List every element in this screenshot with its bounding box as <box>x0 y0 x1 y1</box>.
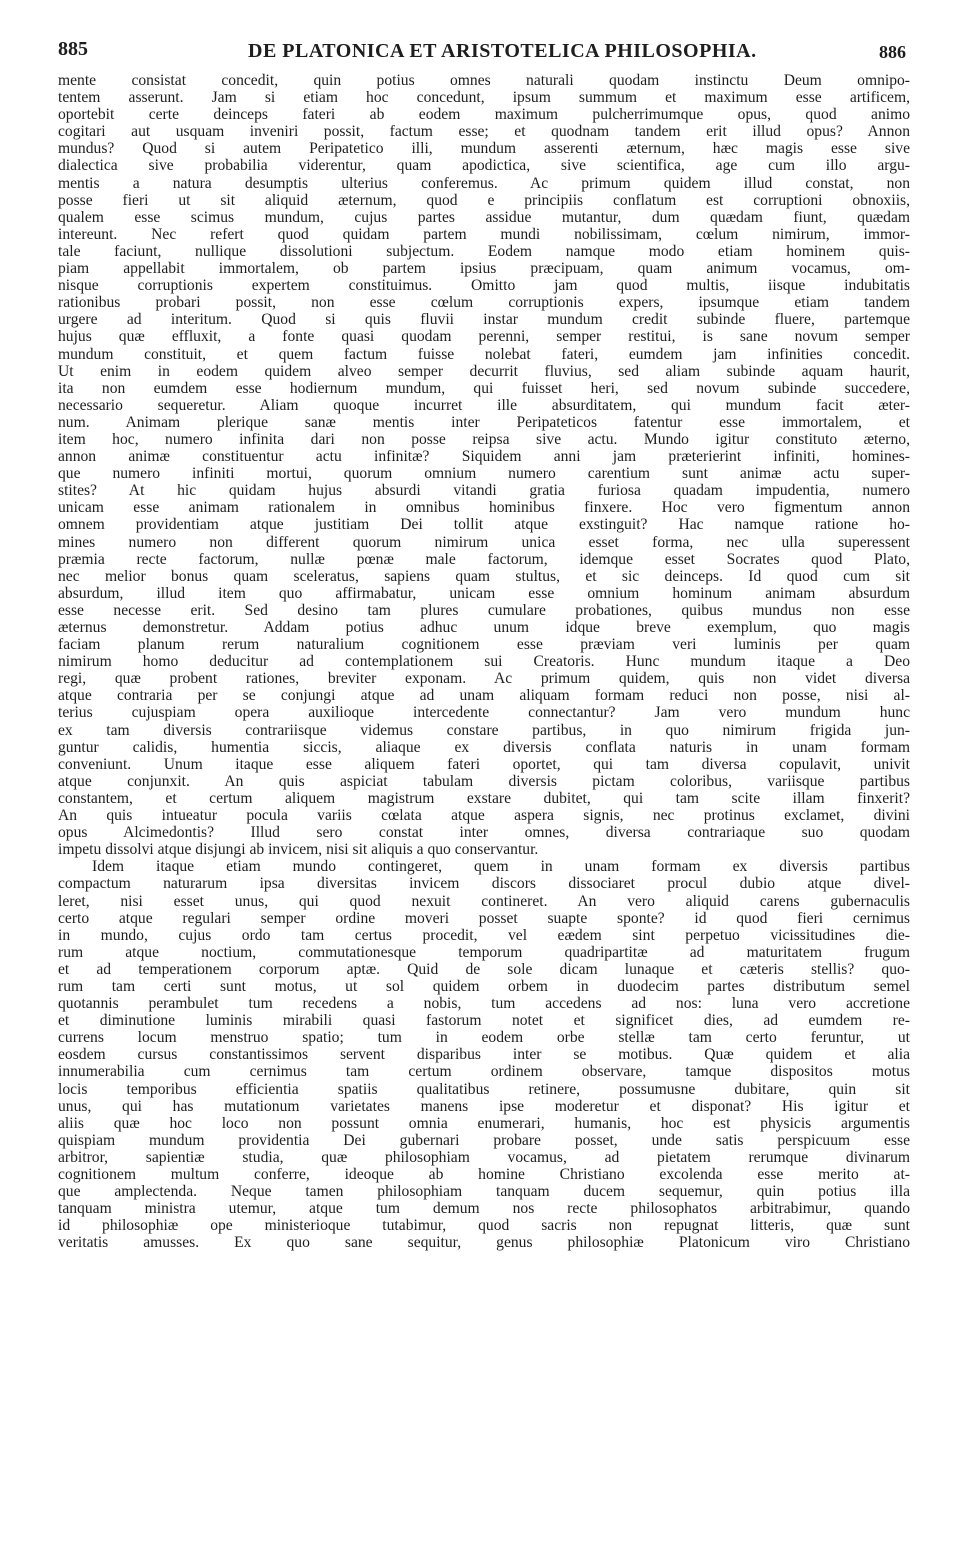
text-line: posse fieri ut sit aliquid æternum, quod e principiis conflatum est corruptioni obnoxiis, <box>58 191 910 209</box>
text-line: cognitionem multum conferre, ideoque ab homine Christiano excolenda esse merito at- <box>58 1166 910 1183</box>
page-number-left: 885 <box>58 38 88 60</box>
text-line: omnem providentiam atque justitiam Dei tollit atque exstinguit? Hac namque ratione ho- <box>58 516 910 534</box>
text-line: guntur calidis, humentia siccis, aliaque ex diversis conflata naturis in unam formam <box>58 738 910 756</box>
text-line: esse necesse erit. Sed desino tam plures cumulare probationes, quibus mundus non esse <box>58 601 910 619</box>
text-line: locis temporibus efficientia spatiis qualitatibus retinere, possumusne dubitare, quin sit <box>58 1080 910 1098</box>
page-number-right: 886 <box>879 42 906 62</box>
text-line: An quis intueatur pocula variis cœlata atque aspera signis, nec protinus exclamet, divini <box>58 807 910 825</box>
text-line: conveniunt. Unum itaque esse aliquem fateri oportet, qui tam diversa copulavit, univit <box>58 755 910 773</box>
text-line: eosdem cursus constantissimos servent disparibus inter se motibus. Quæ quidem et alia <box>58 1046 910 1064</box>
text-line: unicam esse animam rationalem in omnibus hominibus finxere. Hoc vero figmentum annon <box>58 499 910 517</box>
text-line: leret, nisi esset unus, qui quod nexuit contineret. An vero aliquid carens gubernaculis <box>58 892 910 910</box>
text-line: faciam planum rerum naturalium cognitionem esse præviam veri luminis per quam <box>58 636 910 654</box>
text-line: mundus? Quod si autem Peripatetico illi, mundum asserenti æternum, hæc magis esse sive <box>58 140 910 158</box>
text-line: et ad temperationem corporum aptæ. Quid de sole dicam lunaque et cæteris stellis? quo- <box>58 960 910 978</box>
text-line: veritatis amusses. Ex quo sane sequitur, genus philosophiæ Platonicum viro Christiano <box>58 1234 910 1252</box>
text-line: absurdum, illud item quo affirmabatur, unicam esse omnium hominum animam absurdum <box>58 584 910 602</box>
text-line: certo atque regulari semper ordine moveri posset suapte sponte? id quod fieri cernimus <box>58 909 910 927</box>
text-line: hujus quæ effluxit, a fonte quasi quodam perenni, semper restitui, is sane novum semper <box>58 328 910 346</box>
text-line: in mundo, cujus ordo tam certus procedit, vel eædem sint perpetuo vicissitudines die- <box>58 926 910 944</box>
text-line: aliis quæ hoc loco non possunt omnia enumerari, humanis, hoc est physicis argumentis <box>58 1114 910 1132</box>
text-line: mentis a natura desumptis ulterius conferemus. Ac primum quidem illud constat, non <box>58 174 910 192</box>
text-line: annon animæ constituentur actu infinitæ? Siquidem anni jam præterierint infiniti, homines- <box>58 448 910 466</box>
text-line: ex tam diversis contrariisque videmus constare partibus, in quo nimirum frigida jun- <box>58 721 910 739</box>
text-line: que numero infiniti mortui, quorum omnium numero carentium sunt animæ actu super- <box>58 465 910 483</box>
running-head <box>58 38 908 72</box>
text-line: atque conjunxit. An quis aspiciat tabulam diversis pictam coloribus, variisque partibus <box>58 772 910 790</box>
text-line: tanquam ministra utemur, atque tum demum nos recte philosophatos arbitrabimur, quando <box>58 1200 910 1218</box>
text-line: Ut enim in eodem quidem alveo semper decurrit fluvius, sed aliam subinde aquam haurit, <box>58 362 910 380</box>
text-line: Idem itaque etiam mundo contingeret, quem in unam formam ex diversis partibus <box>92 858 910 876</box>
text-line: currens locum menstruo spatio; tum in eodem orbe stellæ tam certo feruntur, ut <box>58 1029 910 1047</box>
text-line: stites? At hic quidam hujus absurdi vitandi gratia furiosa quadam impudentia, numero <box>58 482 910 500</box>
text-line: mente consistat concedit, quin potius omnes naturali quodam instinctu Deum omnipo- <box>58 72 910 89</box>
text-line: piam appellabit immortalem, ob partem ipsius præcipuam, quam animum vocamus, om- <box>58 260 910 278</box>
text-line: tentem asserunt. Jam si etiam hoc concedunt, ipsum summum et maximum esse artificem, <box>58 89 910 107</box>
text-line: innumerabilia cum cernimus tam certum ordinem observare, tamque dispositos motus <box>58 1063 910 1081</box>
text-line: rationibus probari possit, non esse cœlum corruptionis expers, ipsumque etiam tandem <box>58 294 910 312</box>
text-line: constantem, et certum aliquem magistrum exstare dubitet, qui tam scite illam finxerit? <box>58 789 910 807</box>
text-line: ita non eumdem esse hodiernum mundum, qui fuisset heri, sed novum subinde succedere, <box>58 379 910 397</box>
body-text <box>58 72 910 1251</box>
text-line: impetu dissolvi atque disjungi ab invicem, nisi sit aliquis a quo conservantur. <box>58 841 539 859</box>
text-line: nec melior bonus quam sceleratus, sapiens quam stultus, et sic deinceps. Id quod cum sit <box>58 567 910 585</box>
text-line: id philosophiæ ope ministerioque tutabimur, quod sacris non repugnat litteris, quæ sunt <box>58 1217 910 1235</box>
text-line: tale faciunt, nullique dissolutioni subjectum. Eodem namque modo etiam hominem quis- <box>58 242 910 260</box>
text-line: et diminutione luminis mirabili quasi fastorum notet et significet dies, ad eumdem re- <box>58 1012 910 1030</box>
text-line: dialectica sive probabilia viderentur, quam apodictica, sive scientifica, age cum illo argu- <box>58 157 910 175</box>
text-line: cogitari aut usquam inveniri possit, factum esse; et quodnam tandem erit illud opus? Annon <box>58 123 910 141</box>
text-line: item hoc, numero infinita dari non posse reipsa sive actu. Mundo igitur constituto æterno, <box>58 430 910 448</box>
text-line: compactum naturarum ipsa diversitas invicem discors dissociaret procul dubio atque divel- <box>58 875 910 893</box>
text-line: opus Alcimedontis? Illud sero constat inter omnes, diversa contrariaque suo quodam <box>58 824 910 842</box>
text-line: quotannis perambulet tum recedens a nobis, tum accedens ad nos: luna vero accretione <box>58 995 910 1013</box>
text-line: mines numero non different quorum nimirum unica esset forma, nec ulla superessent <box>58 533 910 551</box>
page-title: DE PLATONICA ET ARISTOTELICA PHILOSOPHIA. <box>248 40 757 62</box>
text-line: æternus demonstretur. Addam potius adhuc unum idque breve exemplum, quo magis <box>58 619 910 636</box>
text-line: mundum constituit, et quem factum fuisse nolebat fateri, eumdem jam infinities concedit. <box>58 345 910 363</box>
text-line: urgere ad interitum. Quod si quis fluvii instar mundum credit subinde fluere, partemque <box>58 311 910 329</box>
text-line: nisque corruptionis expertem constituimus. Omitto jam quod multis, iisque indubitatis <box>58 277 910 295</box>
text-line: regi, quæ probent rationes, breviter exponam. Ac primum quidem, quis non videt diversa <box>58 670 910 688</box>
text-line: unus, qui has mutationum varietates manens ipse moderetur et disponat? His igitur et <box>58 1097 910 1115</box>
text-line: præmia recte factorum, nullæ pœnæ male factorum, idemque esset Socrates quod Plato, <box>58 550 910 568</box>
text-line: atque contraria per se conjungi atque ad unam aliquam formam reduci non posse, nisi al- <box>58 687 910 705</box>
text-line: rum tam certi sunt motus, ut sol quidem orbem in duodecim partes distributum semel <box>58 977 910 995</box>
text-line: arbitror, sapientiæ studia, quæ philosophiam vocamus, ad pietatem rerumque divinarum <box>58 1148 910 1166</box>
text-line: terius cujuspiam opera auxilioque intercedente connectantur? Jam vero mundum hunc <box>58 704 910 722</box>
text-line: necessario sequeretur. Aliam quoque incurret ille absurditatem, qui mundum facit æter- <box>58 396 910 414</box>
text-line: qualem esse scimus mundum, cujus partes assidue mutantur, dum quædam fiunt, quædam <box>58 208 910 226</box>
text-line: rum atque noctium, commutationesque temporum quadripartitæ ad maturitatem frugum <box>58 943 910 961</box>
text-line: quispiam mundum providentia Dei gubernari probare posset, unde satis perspicuum esse <box>58 1131 910 1149</box>
text-line: que amplectenda. Neque tamen philosophiam tanquam ducem sequemur, quin potius illa <box>58 1183 910 1201</box>
text-line: num. Animam plerique sanæ mentis inter Peripateticos fatentur esse immortalem, et <box>58 413 910 431</box>
text-line: oportebit certe deinceps fateri ab eodem maximum pulcherrimumque opus, quod animo <box>58 106 910 124</box>
text-line: intereunt. Nec refert quod quidam partem mundi nobilissimam, cœlum nimirum, immor- <box>58 225 910 243</box>
text-line: nimirum homo deducitur ad contemplationem sui Creatoris. Hunc mundum itaque a Deo <box>58 653 910 671</box>
